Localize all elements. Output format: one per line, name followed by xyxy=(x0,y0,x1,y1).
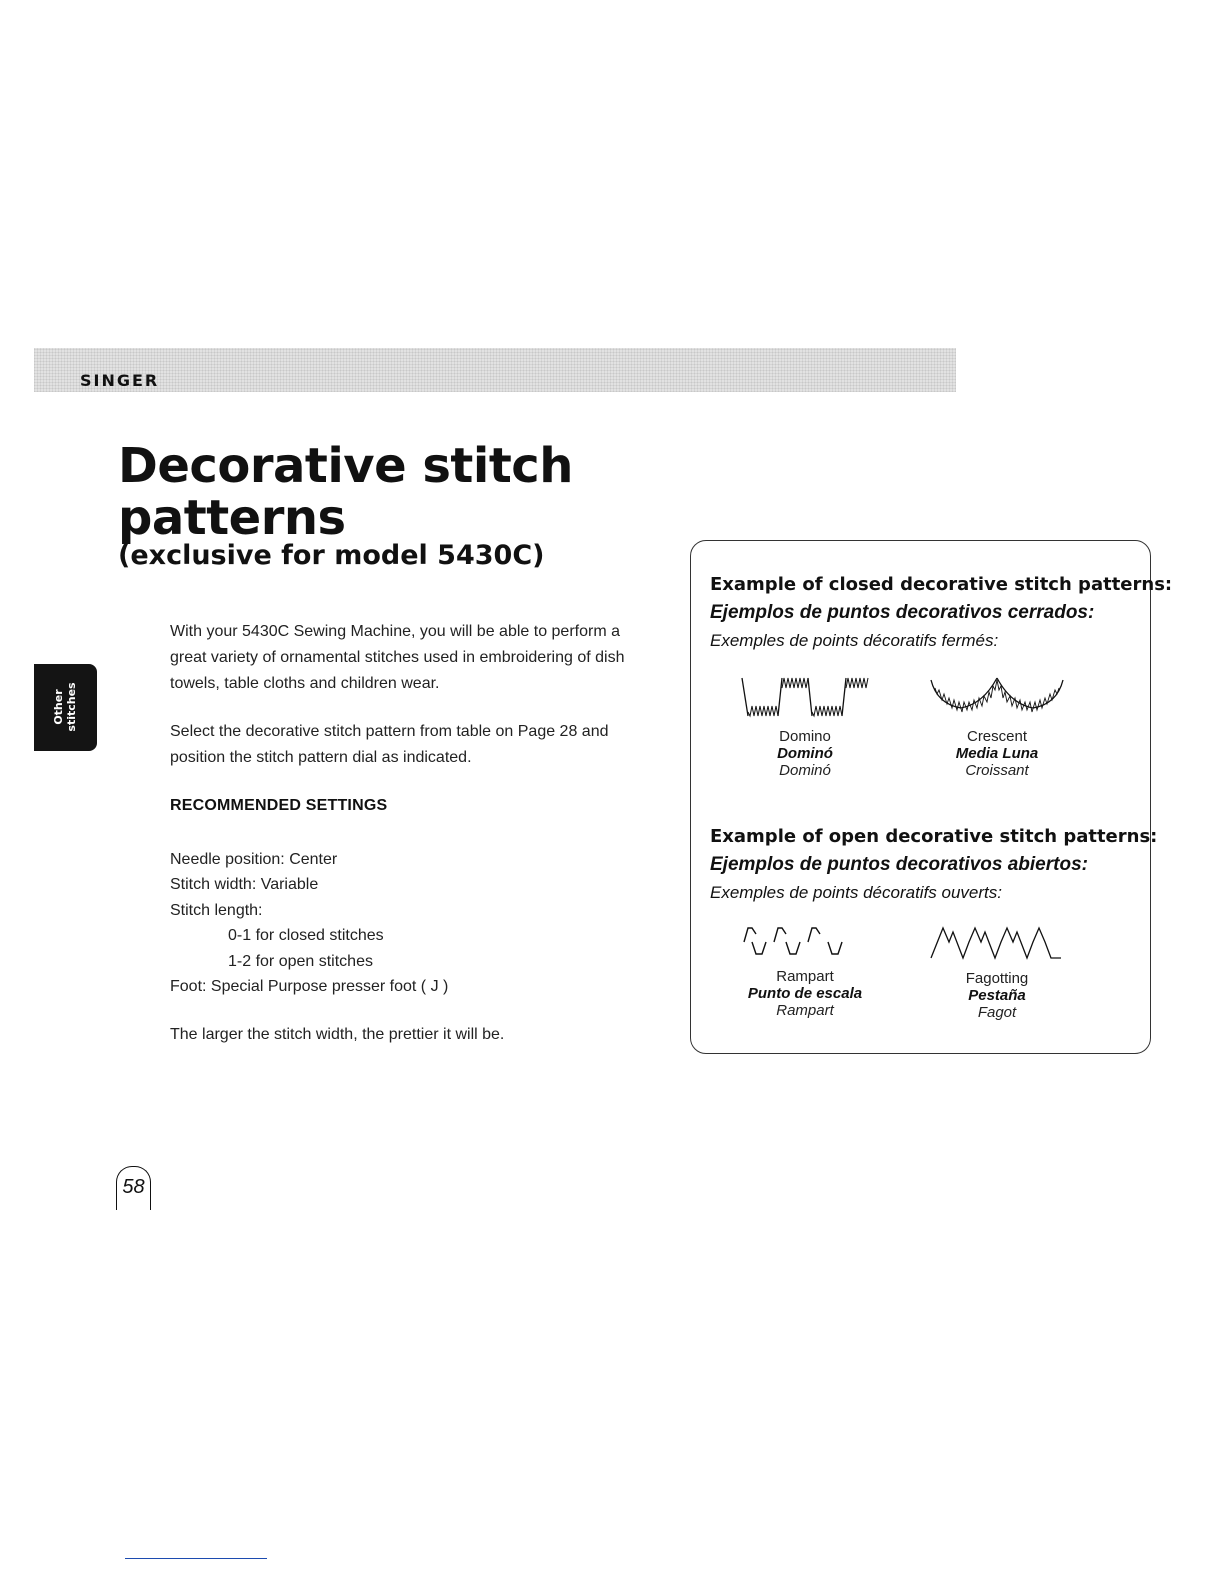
stitch-label-en: Fagotting xyxy=(965,970,1029,987)
crescent-stitch-icon xyxy=(927,674,1067,720)
stitch-item-fagotting xyxy=(887,924,1107,1021)
closed-heading-en: Example of closed decorative stitch patterns: xyxy=(710,574,1173,595)
stitch-label-fr: Dominó xyxy=(779,762,831,779)
side-tab-line-1: Other xyxy=(52,689,65,725)
setting-foot: Foot: Special Purpose presser foot ( J ) xyxy=(170,978,449,996)
page-title-line-1: Decorative stitch xyxy=(118,438,573,494)
stitch-label-fr: Croissant xyxy=(965,762,1029,779)
recommended-settings-heading: RECOMMENDED SETTINGS xyxy=(170,797,388,814)
setting-closed-stitches: 0-1 for closed stitches xyxy=(228,927,384,945)
stitch-label-es: Dominó xyxy=(777,745,833,762)
stitch-label-fr: Fagot xyxy=(977,1004,1017,1021)
closed-heading-es: Ejemplos de puntos decorativos cerrados: xyxy=(710,602,1095,623)
rampart-stitch-icon xyxy=(740,924,870,960)
open-heading-fr: Exemples de points décoratifs ouverts: xyxy=(710,883,1002,902)
section-side-tab xyxy=(34,664,97,751)
stitch-label-en: Rampart xyxy=(776,968,834,985)
page-number: 58 xyxy=(116,1166,151,1210)
header-bar xyxy=(34,348,956,392)
setting-open-stitches: 1-2 for open stitches xyxy=(228,952,373,970)
stitch-label-fr: Rampart xyxy=(776,1002,834,1019)
domino-stitch-icon xyxy=(740,674,870,720)
side-tab-label xyxy=(52,662,78,752)
side-tab-line-2: stitches xyxy=(65,682,78,732)
settings-list xyxy=(170,847,448,999)
stitch-label-es: Punto de escala xyxy=(747,985,863,1002)
select-paragraph: Select the decorative stitch pattern from table on Page 28 and position the stitch pattern dial as indicated. xyxy=(170,723,609,766)
stitch-item-crescent xyxy=(887,674,1107,779)
stitch-label-en: Domino xyxy=(779,728,831,745)
stitch-label-en: Crescent xyxy=(966,728,1028,745)
closed-patterns-heading xyxy=(710,571,1172,655)
page-title-line-2: patterns xyxy=(118,490,346,546)
fagotting-stitch-icon xyxy=(927,924,1067,962)
page-title xyxy=(118,440,573,544)
stitch-item-rampart xyxy=(695,924,915,1019)
closed-heading-fr: Exemples de points décoratifs fermés: xyxy=(710,631,999,650)
stitch-label-es: Pestaña xyxy=(968,987,1026,1004)
setting-stitch-length: Stitch length: xyxy=(170,901,263,919)
page-subtitle: (exclusive for model 5430C) xyxy=(118,540,545,571)
intro-paragraph: With your 5430C Sewing Machine, you will be able to perform a great variety of ornamental stitches used in embroidering of dish towels, table cloths and children wear. xyxy=(170,623,625,692)
open-patterns-heading xyxy=(710,823,1157,907)
brand-logo: SINGER xyxy=(80,371,160,390)
footer-rule xyxy=(125,1558,267,1559)
stitch-item-domino xyxy=(695,674,915,779)
setting-stitch-width: Stitch width: Variable xyxy=(170,876,319,894)
stitch-label-es: Media Luna xyxy=(955,745,1039,762)
closing-note: The larger the stitch width, the prettier it will be. xyxy=(170,1026,505,1043)
setting-needle-position: Needle position: Center xyxy=(170,851,338,868)
open-heading-en: Example of open decorative stitch patterns: xyxy=(710,826,1158,847)
open-heading-es: Ejemplos de puntos decorativos abiertos: xyxy=(710,854,1088,875)
